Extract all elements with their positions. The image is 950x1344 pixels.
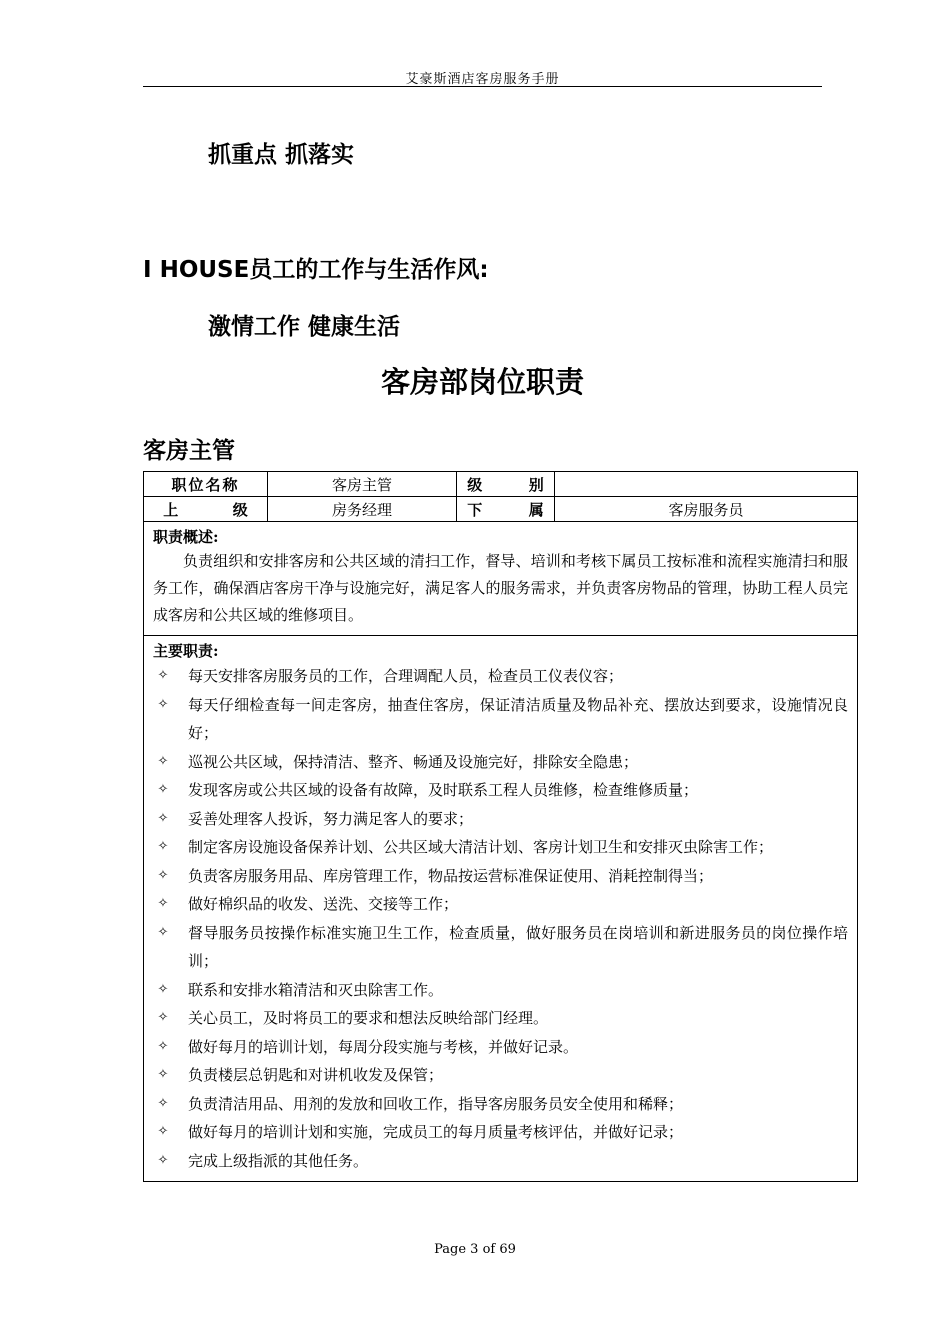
- duty-text: 制定客房设施设备保养计划、公共区域大清洁计划、客房计划卫生和安排灭虫除害工作；: [188, 838, 774, 856]
- bullet-icon: ✧: [157, 1095, 169, 1111]
- bullet-icon: ✧: [157, 1010, 169, 1025]
- slogan-focus: 抓重点 抓落实: [208, 142, 355, 168]
- bullet-icon: ✧: [157, 782, 169, 797]
- page-title: 客房部岗位职责: [380, 365, 584, 399]
- duties-heading: 主要职责:: [153, 642, 219, 660]
- duty-item: [153, 976, 848, 1005]
- duty-item: [153, 662, 848, 691]
- duty-item: [153, 1004, 848, 1033]
- value-level: [555, 472, 858, 497]
- duty-text: 妥善处理客人投诉，努力满足客人的要求；: [188, 809, 474, 828]
- bullet-icon: ✧: [157, 839, 169, 854]
- label-level-char-1: 级: [467, 475, 483, 494]
- summary-cell: [144, 522, 858, 636]
- label-subordinate-char-2: 属: [528, 500, 544, 519]
- duty-text: 督导服务员按操作标准实施卫生工作，检查质量，做好服务员在岗培训和新进服务员的岗位操作培训；: [188, 923, 848, 970]
- section-title: 客房主管: [143, 438, 235, 464]
- duty-text: 负责楼层总钥匙和对讲机收发及保管；: [188, 1066, 444, 1084]
- duty-item: [153, 776, 848, 805]
- label-superior: [144, 497, 268, 522]
- table-row-summary: [144, 522, 858, 636]
- duty-text: 负责清洁用品、用剂的发放和回收工作，指导客房服务员安全使用和稀释；: [188, 1094, 684, 1113]
- duty-item: [153, 1090, 848, 1119]
- duty-text: 每天仔细检查每一间走客房，抽查住客房，保证清洁质量及物品补充、摆放达到要求，设施情况良好；: [188, 695, 848, 742]
- duty-text: 关心员工，及时将员工的要求和想法反映给部门经理。: [188, 1009, 549, 1027]
- label-position-name: 职位名称: [144, 472, 268, 497]
- bullet-icon: ✧: [157, 924, 169, 940]
- duty-item: [153, 805, 848, 834]
- bullet-icon: ✧: [157, 753, 169, 769]
- duty-text: 完成上级指派的其他任务。: [188, 1151, 369, 1170]
- duty-text: 做好每月的培训计划和实施，完成员工的每月质量考核评估，并做好记录；: [188, 1123, 684, 1141]
- duties-cell: [144, 636, 858, 1182]
- duty-item: [153, 691, 848, 748]
- duty-text: 负责客房服务用品、库房管理工作，物品按运营标准保证使用、消耗控制得当；: [188, 866, 714, 885]
- duty-text: 做好每月的培训计划，每周分段实施与考核，并做好记录。: [188, 1037, 579, 1056]
- duty-text: 发现客房或公共区域的设备有故障，及时联系工程人员维修，检查维修质量；: [188, 781, 699, 799]
- summary-heading: 职责概述:: [153, 528, 219, 546]
- bullet-icon: ✧: [157, 1124, 169, 1139]
- duty-item: [153, 1147, 848, 1176]
- table-row-reporting: [144, 497, 858, 522]
- duty-item: [153, 862, 848, 891]
- summary-text: 负责组织和安排客房和公共区域的清扫工作，督导、培训和考核下属员工按标准和流程实施清扫和服务工作，确保酒店客房干净与设施完好，满足客人的服务需求，并负责客房物品的管理，协助工程人员完成客房和公共区域的维修项目。: [153, 552, 848, 624]
- value-superior: 房务经理: [268, 497, 457, 522]
- label-superior-char-1: 上: [163, 500, 179, 519]
- duty-text: 每天安排客房服务员的工作，合理调配人员，检查员工仪表仪容；: [188, 667, 624, 685]
- bullet-icon: ✧: [157, 696, 169, 712]
- duty-item: [153, 890, 848, 919]
- bullet-icon: ✧: [157, 1038, 169, 1054]
- duties-list: [153, 662, 848, 1175]
- table-row-position: [144, 472, 858, 497]
- header-rule: [143, 86, 822, 87]
- table-row-duties: [144, 636, 858, 1182]
- duty-item: [153, 833, 848, 862]
- running-header: 艾豪斯酒店客房服务手册: [405, 72, 560, 87]
- label-level-char-2: 别: [528, 475, 544, 494]
- value-subordinate: 客房服务员: [555, 497, 858, 522]
- bullet-icon: ✧: [157, 981, 169, 997]
- duty-item: [153, 1061, 848, 1090]
- value-position-name: 客房主管: [268, 472, 457, 497]
- label-subordinate: [457, 497, 555, 522]
- slogan-passion: 激情工作 健康生活: [208, 314, 401, 340]
- job-description-table: [143, 471, 858, 1182]
- duty-text: 巡视公共区域，保持清洁、整齐、畅通及设施完好，排除安全隐患；: [188, 752, 639, 771]
- bullet-icon: ✧: [157, 867, 169, 883]
- bullet-icon: ✧: [157, 810, 169, 826]
- duty-item: [153, 748, 848, 777]
- bullet-icon: ✧: [157, 1067, 169, 1082]
- bullet-icon: ✧: [157, 1152, 169, 1168]
- duty-text: 联系和安排水箱清洁和灭虫除害工作。: [188, 980, 444, 999]
- duty-item: [153, 919, 848, 976]
- label-subordinate-char-1: 下: [467, 500, 483, 519]
- duty-item: [153, 1118, 848, 1147]
- label-superior-char-2: 级: [232, 500, 248, 519]
- label-level: [457, 472, 555, 497]
- slogan-style-heading: I HOUSE员工的工作与生活作风:: [143, 257, 489, 283]
- duty-text: 做好棉织品的收发、送洗、交接等工作；: [188, 895, 459, 913]
- duty-item: [153, 1033, 848, 1062]
- page-number: Page 3 of 69: [434, 1242, 516, 1257]
- bullet-icon: ✧: [157, 896, 169, 911]
- bullet-icon: ✧: [157, 668, 169, 683]
